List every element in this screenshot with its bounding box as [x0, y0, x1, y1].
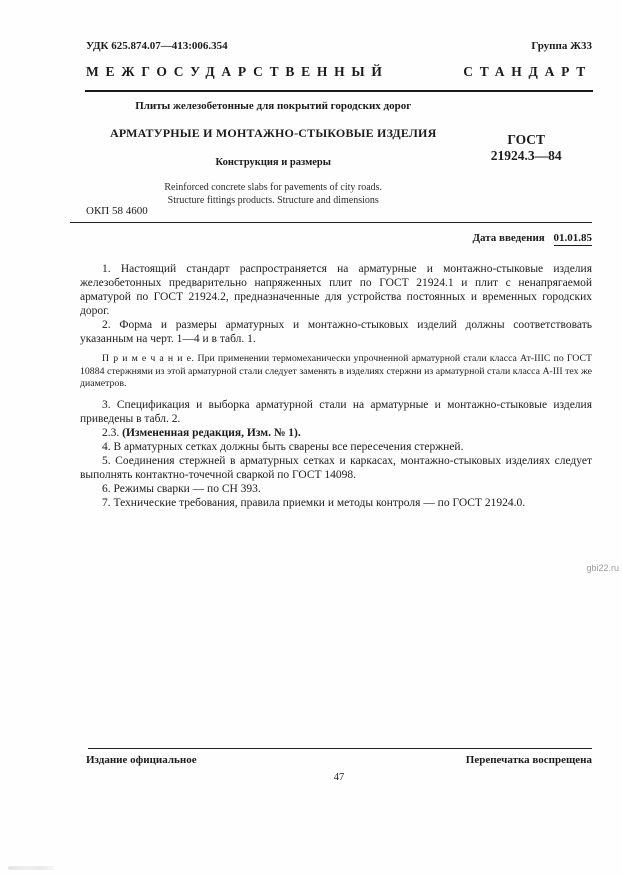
title-section — [86, 100, 592, 207]
note-paragraph — [80, 353, 592, 391]
effective-date-value: 01.01.85 — [553, 232, 592, 244]
amendment-prefix: 2.3. — [102, 426, 123, 439]
english-title-line2: Structure fittings products. Structure and dimensions — [167, 194, 379, 206]
standard-kind-word2: СТАНДАРТ — [463, 64, 592, 79]
heading-rule — [85, 90, 593, 92]
footer-edition-note: Издание официальное — [86, 754, 197, 766]
header-row — [86, 40, 592, 52]
amendment-paragraph — [80, 426, 592, 440]
watermark-text: gbi22.ru — [586, 563, 619, 573]
paragraph-2: 2. Форма и размеры арматурных и монтажно-стыковых изделий должны соответствовать указанным на черт. 1—4 и в табл. 1. — [80, 319, 592, 345]
note-label: П р и м е ч а н и е. — [102, 353, 195, 364]
main-title: АРМАТУРНЫЕ И МОНТАЖНО-СТЫКОВЫЕ ИЗДЕЛИЯ — [109, 126, 437, 140]
effective-date-label: Дата введения — [472, 232, 545, 244]
footer-row — [86, 754, 592, 766]
paragraph-1: 1. Настоящий стандарт распространяется на арматурные и монтажно-стыковые изделия железобетонных предварительно напряженных плит по ГОСТ 21924.1 и плит с ненапрягаемой арматурой по ГОСТ 21924.2, предназначенные для устройства постоянных и временных городских дорог. — [80, 263, 592, 317]
amendment-bold: (Измененная редакция, Изм. № 1). — [122, 426, 301, 439]
body-text — [80, 262, 592, 510]
group-code: Группа Ж33 — [531, 40, 592, 52]
footer-rule — [88, 748, 592, 749]
scan-smudge-artifact — [8, 866, 54, 870]
title-left-column — [86, 100, 460, 207]
note-text: При применении термомеханически упрочненной арматурной стали класса Ат-IIIС по ГОСТ 10884 стержнями из этой арматурной стали следует заменять в изделиях стержни из арматурной стали класса А-III тех же диаметров. — [80, 353, 592, 390]
english-title-line1: Reinforced concrete slabs for pavements of city roads. — [164, 182, 383, 193]
title-right-column — [460, 100, 592, 207]
subject-title: Плиты железобетонные для покрытий городских дорог — [135, 100, 412, 112]
paragraph-5: 5. Соединения стержней в арматурных сетках и каркасах, монтажно-стыковых изделиях следует выполнять контактно-точечной сваркой по ГОСТ 14098. — [80, 454, 592, 481]
subtitle: Конструкция и размеры — [215, 157, 331, 168]
paragraph-7: 7. Технические требования, правила приемки и методы контроля — по ГОСТ 21924.0. — [102, 496, 526, 509]
paragraph-4: 4. В арматурных сетках должны быть сварены все пересечения стержней. — [102, 440, 464, 453]
standard-kind-word1: МЕЖГОСУДАРСТВЕННЫЙ — [86, 64, 389, 79]
effective-date — [86, 232, 592, 244]
gost-label: ГОСТ — [507, 132, 546, 147]
gost-number: 21924.3—84 — [490, 148, 562, 163]
title-block-rule — [70, 222, 592, 223]
okp-code: ОКП 58 4600 — [86, 205, 148, 217]
gost-code-block — [460, 132, 592, 164]
page-number: 47 — [333, 772, 345, 783]
standard-kind-heading — [86, 64, 592, 80]
udk-code: УДК 625.874.07—413:006.354 — [86, 40, 228, 52]
footer-reprint-note: Перепечатка воспрещена — [465, 754, 592, 766]
paragraph-6: 6. Режимы сварки — по СН 393. — [102, 482, 261, 495]
paragraph-3: 3. Спецификация и выборка арматурной стали на арматурные и монтажно-стыковые изделия приведены в табл. 2. — [80, 398, 592, 425]
